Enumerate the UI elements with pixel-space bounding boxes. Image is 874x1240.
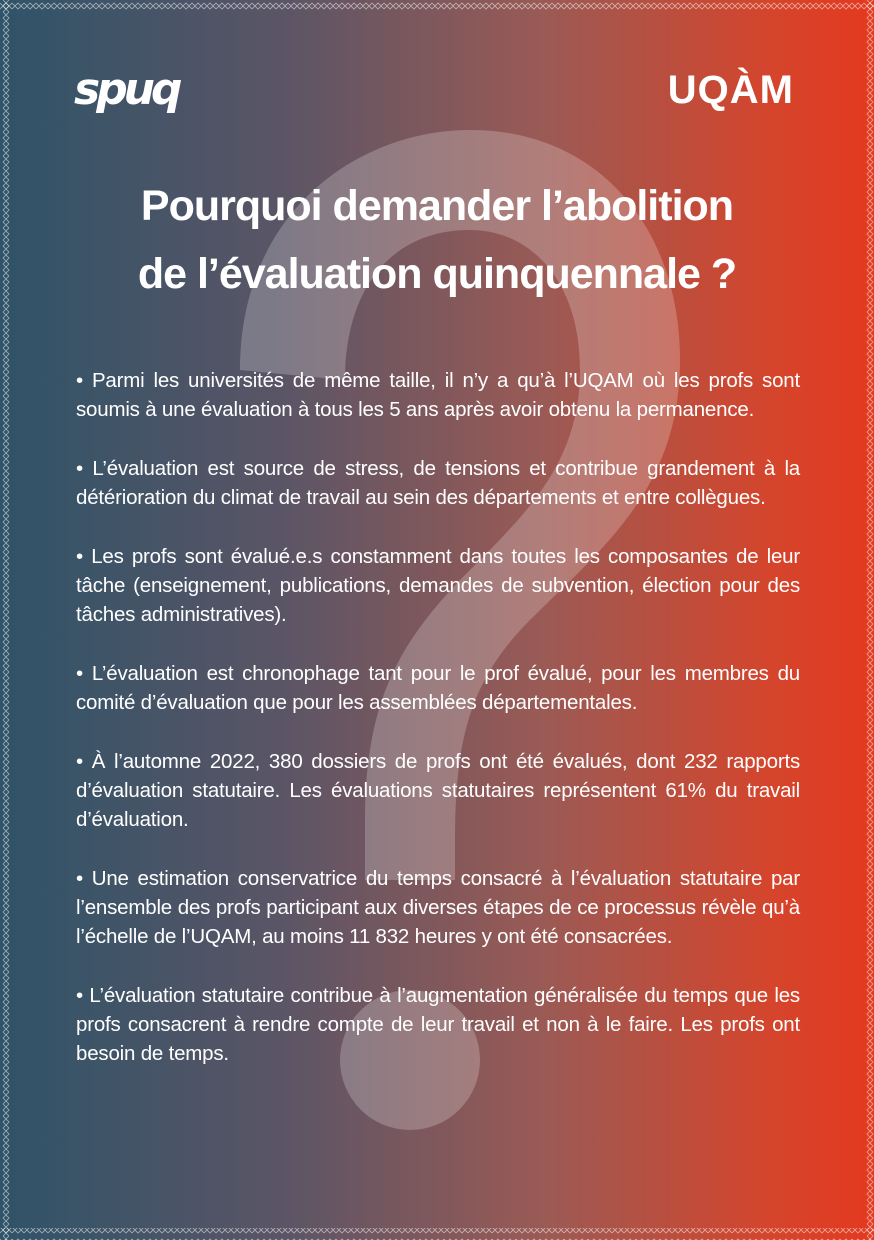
argument-list	[76, 366, 800, 1098]
spuq-logo-text: spuq	[74, 64, 179, 115]
argument-item-4: • L’évaluation est chronophage tant pour le prof évalué, pour les membres du comité d’évaluation que pour les assemblées départementales.	[76, 662, 800, 714]
spuq-logo	[74, 62, 224, 122]
argument-item-1: • Parmi les universités de même taille, il n’y a qu’à l’UQAM où les profs sont soumis à une évaluation à tous les 5 ans après avoir obtenu la permanence.	[76, 369, 800, 421]
uqam-logo: UQÀM	[667, 68, 794, 112]
title-line-1: Pourquoi demander l’abolition	[140, 182, 734, 230]
argument-item-6: • Une estimation conservatrice du temps consacré à l’évaluation statutaire par l’ensemble des profs participant aux diverses étapes de ce processus révèle qu’à l’échelle de l’UQAM, au moins 11 832 heures y ont été consacrées.	[76, 867, 800, 948]
argument-item-3: • Les profs sont évalué.e.s constamment dans toutes les composantes de leur tâche (enseignement, publications, demandes de subvention, élection pour des tâches administratives).	[76, 545, 800, 626]
title-line-2: de l’évaluation quinquennale ?	[137, 250, 737, 298]
argument-item-5: • À l’automne 2022, 380 dossiers de profs ont été évalués, dont 232 rapports d’évaluation statutaire. Les évaluations statutaires représentent 61% du travail d’évaluation.	[76, 750, 800, 831]
argument-item-7: • L’évaluation statutaire contribue à l’augmentation généralisée du temps que les profs consacrent à rendre compte de leur travail et non à le faire. Les profs ont besoin de temps.	[76, 984, 800, 1065]
argument-item-2: • L’évaluation est source de stress, de tensions et contribue grandement à la détérioration du climat de travail au sein des départements et entre collègues.	[76, 457, 800, 509]
page-title	[50, 172, 824, 308]
